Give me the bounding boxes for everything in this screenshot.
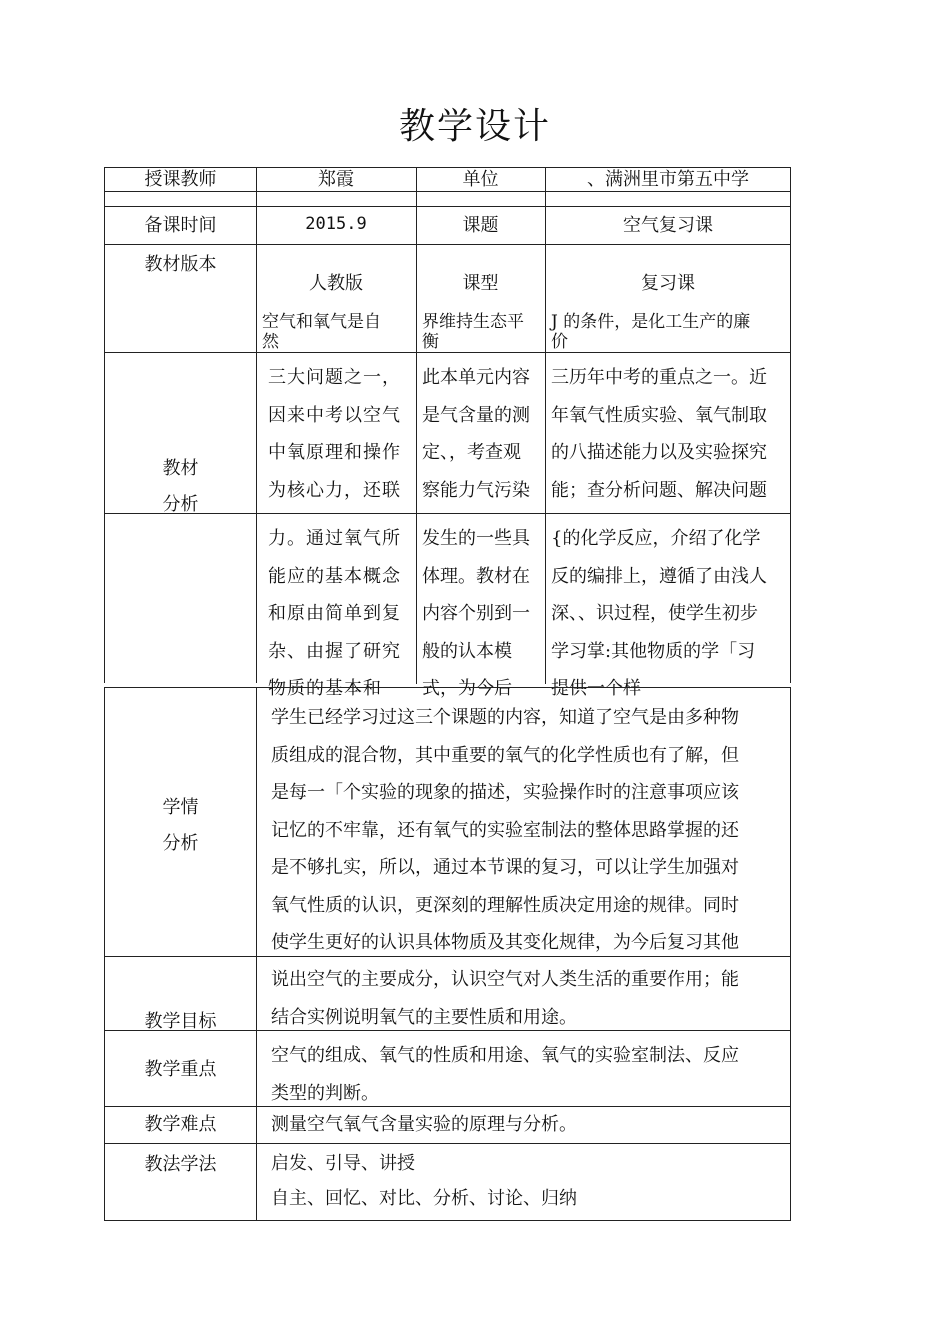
key-points-text: 空气的组成、氧气的性质和用途、氧气的实验室制法、反应 类型的判断。: [271, 1045, 739, 1104]
textbook-analysis-label-1: 教材: [162, 458, 199, 479]
teacher-name: 郑霞: [318, 169, 354, 190]
analysis-block2-col3: {的化学反应，介绍了化学 反的编排上，遵循了由浅人 深、、识过程，使学生初步 学习掌:其他物质的学「习 提供一个样: [551, 528, 767, 699]
edition-overflow-3: J 的条件，是化工生产的廉: [551, 312, 751, 332]
plan-table: [104, 687, 791, 1221]
edition-overflow-3b: 价: [551, 332, 568, 352]
difficulty-text: 测量空气氧气含量实验的原理与分析。: [271, 1114, 577, 1135]
edition-overflow-2: 界维持生态平: [422, 312, 524, 332]
analysis-block2-col2: 发生的一些具 体理。教材在 内容个别到一 般的认本模 式，为今后: [422, 528, 530, 699]
methods-label: 教法学法: [144, 1154, 217, 1175]
edition-value: 人教版: [309, 273, 363, 294]
difficulty-label: 教学难点: [144, 1114, 217, 1135]
lesson-type-label: 课型: [462, 273, 499, 294]
prep-time-label: 备课时间: [144, 215, 217, 236]
textbook-analysis-label-2: 分析: [162, 494, 199, 515]
edition-overflow-1b: 然: [262, 332, 279, 352]
prep-time-value: 2015.9: [305, 214, 367, 234]
analysis-block2-clip: [257, 514, 791, 699]
methods-text: 启发、引导、讲授 自主、回忆、对比、分析、讨论、归纳: [271, 1153, 577, 1209]
info-table: [104, 167, 791, 699]
analysis-block1-col1: 三大问题之一， 因来中考以空气 中氧原理和操作 为核心力，还联: [268, 367, 401, 501]
unit-value: 、满洲里市第五中学: [587, 169, 749, 190]
goals-label: 教学目标: [144, 1011, 217, 1032]
teacher-label: 授课教师: [144, 169, 217, 190]
analysis-block1-col2: 此本单元内容 是气含量的测 定、，考查观 察能力气污染: [422, 367, 530, 501]
edition-overflow-2b: 衡: [422, 332, 439, 352]
analysis-block1-col3: 三历年中考的重点之一。近 年氧气性质实验、氧气制取 的八描述能力以及实验探究 能；查分析问题、解决问题: [551, 367, 767, 501]
student-analysis-label-1: 学情: [162, 797, 199, 818]
topic-value: 空气复习课: [623, 215, 713, 236]
edition-overflow-1: 空气和氧气是自: [262, 312, 381, 332]
edition-label: 教材版本: [144, 254, 217, 275]
student-analysis-label-2: 分析: [162, 833, 199, 854]
goals-text: 说出空气的主要成分，认识空气对人类生活的重要作用；能 结合实例说明氧气的主要性质和用途。: [271, 969, 739, 1028]
document-title: 教学设计: [398, 106, 551, 147]
key-points-label: 教学重点: [144, 1059, 217, 1080]
topic-label: 课题: [462, 215, 499, 236]
student-analysis-text: 学生已经学习过这三个课题的内容，知道了空气是由多种物 质组成的混合物，其中重要的氧气的化学性质也有了解，但 是每一「个实验的现象的描述，实验操作时的注意事项应该 记忆的不牢靠，还有氧气的实验室制法的整体思路掌握的还 是不够扎实，所以，通过本节课的复习，可以让学生加强对 氧气性质的认识，更深刻的理解性质决定用途的规律。同时 使学生更好的认识具体物质及其变化规律，为今后复习其他: [271, 707, 739, 953]
unit-label: 单位: [462, 169, 499, 190]
analysis-block2-col1: 力。通过氧气所 能应的基本概念 和原由简单到复 杂、由握了研究 物质的基本和: [268, 528, 401, 699]
lesson-type-value: 复习课: [641, 273, 695, 294]
